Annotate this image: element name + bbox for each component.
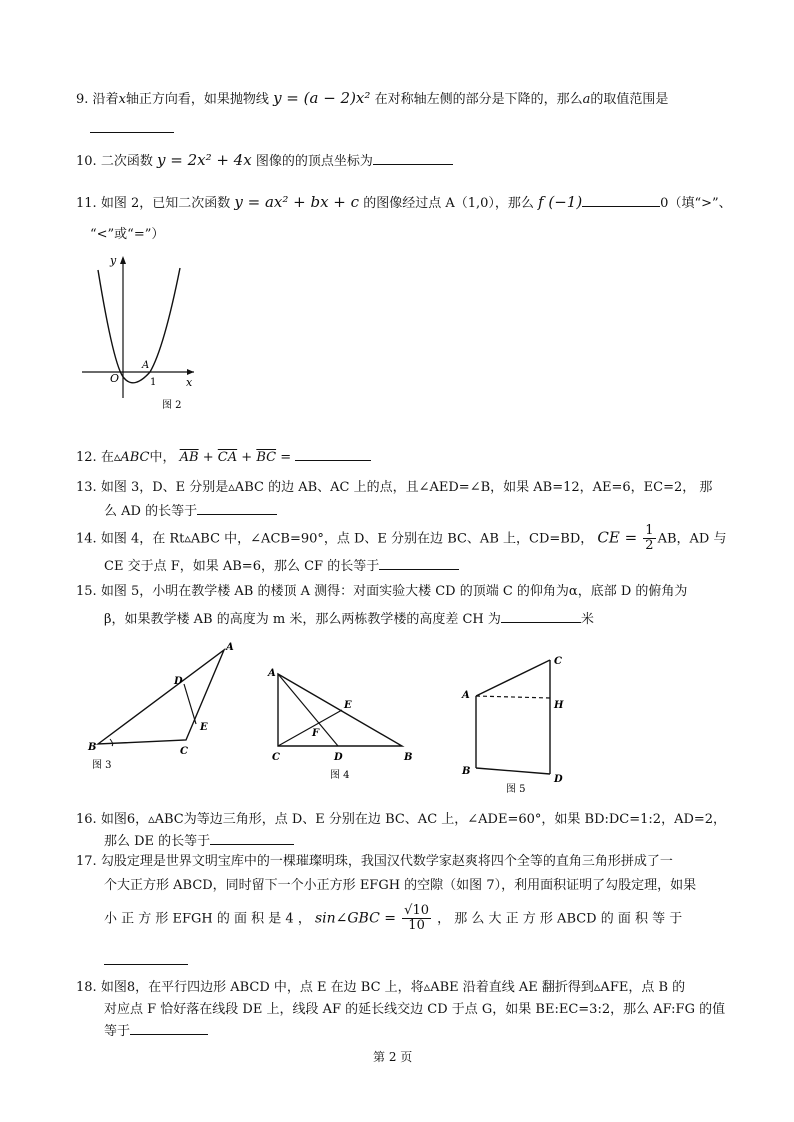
question-11: 11. 如图 2，已知二次函数 y = ax² + bx + c 的图像经过点 A（1,0），那么 f (−1) 0（填“>”、 [76,193,732,211]
question-9: 9. 沿着x轴正方向看，如果抛物线 y = (a − 2)x² 在对称轴左侧的部分是下降的，那么a的取值范围是 [76,89,669,107]
fig4-label-f: F [312,728,320,739]
fig3-label-e: E [200,722,208,733]
q10-answer-blank[interactable] [373,150,453,165]
fig4-label-e: E [344,700,352,711]
q18-answer-blank[interactable] [130,1020,208,1035]
figure-5 [458,650,588,795]
fig2-caption: 图 2 [162,400,182,411]
q11-formula: y = ax² + bx + c [234,193,360,211]
q9-formula: y = (a − 2)x² [273,89,371,107]
fig2-label-o: O [110,372,120,385]
fig5-label-a: A [462,690,470,701]
q13-answer-blank[interactable] [197,500,277,515]
q15-line2: β，如果教学楼 AB 的高度为 m 米，那么两栋教学楼的高度差 CH 为 米 [104,608,594,627]
q14-line2: CE 交于点 F，如果 AB=6，那么 CF 的长等于 [104,555,459,574]
fig4-label-d: D [334,752,343,763]
fig3-label-b: B [88,742,97,753]
fig2-label-1: 1 [150,377,157,388]
fig5-label-h: H [554,700,564,711]
fig2-label-a: A [142,360,150,371]
q18-line3: 等于 [104,1020,208,1039]
fraction-one-half: $\frac{1}{2}$ [645,523,654,554]
question-18: 18. 如图8，在平行四边形 ABCD 中，点 E 在边 BC 上，将▵ABE 沿着直线 AE 翻折得到▵AFE，点 B 的 [76,980,686,995]
fig2-label-x: x [186,376,193,389]
fig4-label-c: C [272,752,280,763]
vector-bc: $\overline{BC}$ [256,450,277,465]
question-10: 10. 二次函数 y = 2x² + 4x 图像的的顶点坐标为 [76,150,453,169]
fig3-caption: 图 3 [92,760,112,770]
page-number: 第 2 页 [373,1050,413,1064]
figure-2 [76,248,206,418]
q17-answer-blank[interactable] [104,950,188,969]
q18-line2: 对应点 F 恰好落在线段 DE 上，线段 AF 的延长线交边 CD 于点 G，如果 BE:EC=3:2，那么 AF:FG 的值 [104,1002,726,1017]
fig4-label-b: B [404,752,413,763]
fig5-label-d: D [554,774,563,785]
question-16: 16. 如图6，▵ABC为等边三角形，点 D、E 分别在边 BC、AC 上，∠ADE=60°，如果 BD:DC=1:2，AD=2， [76,812,727,827]
fig5-label-c: C [554,656,562,667]
question-17: 17. 勾股定理是世界文明宝库中的一棵璀璨明珠，我国汉代数学家赵爽将四个全等的直角三角形拼成了一 [76,854,673,869]
figure-4 [262,664,422,784]
q11-answer-blank[interactable] [582,192,660,207]
fig5-caption: 图 5 [506,784,526,795]
q10-formula: y = 2x² + 4x [156,151,252,169]
vector-ab: $\overline{AB}$ [179,450,199,465]
question-15: 15. 如图 5，小明在教学楼 AB 的楼顶 A 测得：对面实验大楼 CD 的顶端 C 的仰角为α，底部 D 的俯角为 [76,584,688,599]
q16-line2: 那么 DE 的长等于 [104,830,294,849]
fig3-label-d: D [174,676,183,687]
question-14: 14. 如图 4，在 Rt▵ABC 中，∠ACB=90°，点 D、E 分别在边 BC、AB 上，CD=BD， CE = $\frac{1}{2}$ AB，AD 与 [76,523,727,554]
q14-answer-blank[interactable] [379,555,459,570]
q15-answer-blank[interactable] [501,608,581,623]
vector-ca: $\overline{CA}$ [217,450,238,465]
fig3-label-c: C [180,746,188,757]
q17-line3: 小 正 方 形 EFGH 的 面 积 是 4 ， sin∠GBC = $\frac{√10}{10}$ ， 那 么 大 正 方 形 ABCD 的 面 积 等 于 [104,903,683,934]
fig2-label-y: y [110,254,117,267]
q12-answer-blank[interactable] [295,446,371,461]
fraction-root10-over-10: $\frac{√10}{10}$ [404,903,429,934]
question-12: 12. 在▵ABC中， $\overline{AB} + \overline{CA} + \overline{BC}$ = [76,446,371,465]
fig5-label-b: B [462,766,471,777]
q16-answer-blank[interactable] [210,830,294,845]
fig4-caption: 图 4 [330,770,350,781]
q13-line2: 么 AD 的长等于 [104,500,277,519]
figure-3 [84,640,244,770]
fig3-label-a: A [226,642,234,653]
question-13: 13. 如图 3，D、E 分别是▵ABC 的边 AB、AC 上的点，且∠AED=∠B，如果 AB=12，AE=6，EC=2， 那 [76,480,713,495]
q11-line2: “<”或“=”） [90,227,165,242]
q9-answer-blank[interactable] [90,118,174,137]
q17-line2: 个大正方形 ABCD，同时留下一个小正方形 EFGH 的空隙（如图 7），利用面积证明了勾股定理，如果 [104,878,697,893]
q9-number: 9. [76,92,89,107]
fig4-label-a: A [268,668,276,679]
